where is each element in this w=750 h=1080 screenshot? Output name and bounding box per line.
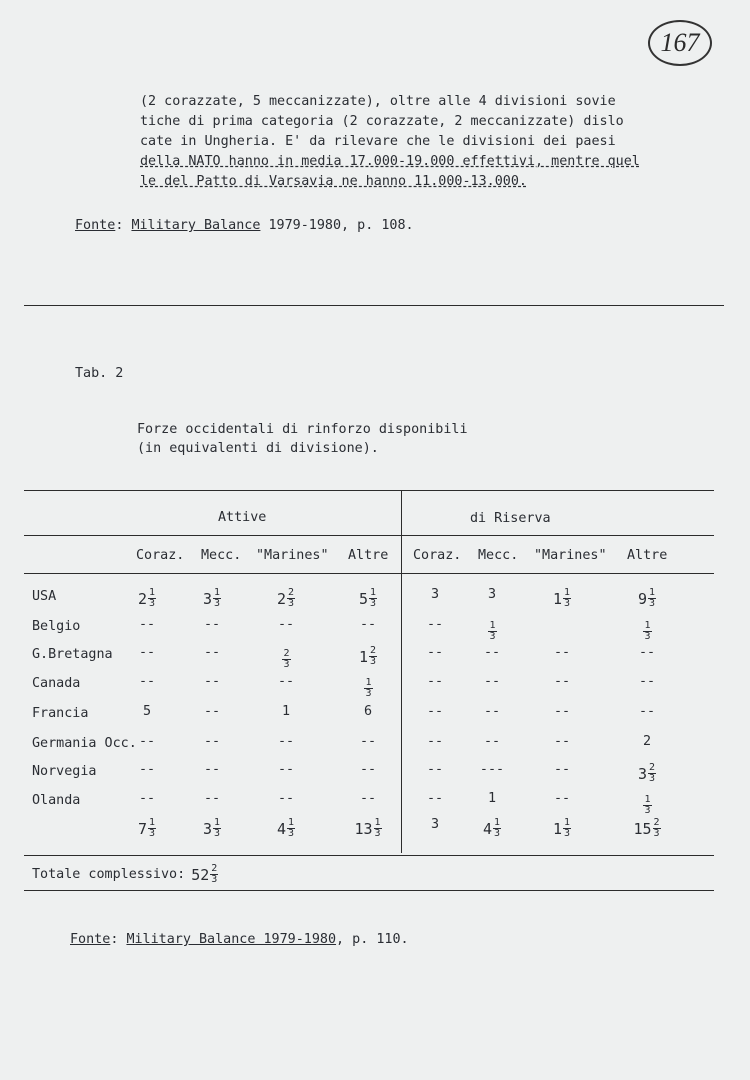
paragraph-line: della NATO hanno in media 17.000-19.000 effettivi, mentre quel (140, 154, 640, 169)
row-label: Norvegia (32, 764, 97, 779)
table-cell: 1 2 3 (358, 645, 377, 667)
table-cell: 1 (487, 791, 497, 806)
subtotal-cell: 4 1 3 (482, 817, 501, 839)
table-cell: 2 3 (283, 648, 290, 670)
subtotal-cell: 13 1 3 (354, 817, 381, 839)
table-cell: -- (638, 645, 656, 660)
table-cell: -- (359, 617, 377, 632)
subtotal-cell: 7 1 3 (137, 817, 156, 839)
table-cell: -- (553, 734, 571, 749)
source-note: Fonte: Military Balance 1979-1980, p. 110. (70, 932, 409, 947)
table-cell: -- (138, 791, 156, 806)
source-label: Fonte (70, 932, 111, 947)
table-cell: 2 (642, 734, 652, 749)
col-header: Coraz. (136, 548, 185, 563)
table-cell: -- (138, 734, 156, 749)
row-label: Belgio (32, 619, 81, 634)
paragraph-line: tiche di prima categoria (2 corazzate, 2 meccanizzate) dislo (140, 114, 624, 129)
subtotal-cell: 4 1 3 (276, 817, 295, 839)
table-cell: -- (277, 734, 295, 749)
source-title: Military Balance 1979-1980 (126, 932, 337, 947)
col-header: Mecc. (478, 548, 519, 563)
table-cell: -- (138, 617, 156, 632)
table-cell: 3 (430, 587, 440, 602)
table-cell: 1 3 (365, 677, 372, 699)
table-cell: 6 (363, 704, 373, 719)
table-cell: -- (359, 762, 377, 777)
row-label: Olanda (32, 793, 81, 808)
table-column-divider (401, 490, 402, 853)
paragraph-line: (2 corazzate, 5 meccanizzate), oltre alle 4 divisioni sovie (140, 94, 616, 109)
paragraph-line: cate in Ungheria. E' da rilevare che le divisioni dei paesi (140, 134, 616, 149)
grand-total (32, 864, 218, 885)
source-detail: 1979-1980, p. 108. (260, 218, 414, 233)
table-cell: -- (359, 791, 377, 806)
col-header: "Marines" (534, 548, 607, 563)
group-header-riserva: di Riserva (470, 511, 551, 526)
table-cell: -- (203, 734, 221, 749)
group-header-attive: Attive (218, 510, 267, 525)
section-divider (24, 305, 724, 306)
table-cell: -- (203, 674, 221, 689)
table-cell: 5 1 3 (358, 587, 377, 609)
col-header: "Marines" (256, 548, 329, 563)
row-label: Canada (32, 676, 81, 691)
table-cell: 2 1 3 (137, 587, 156, 609)
col-header: Coraz. (413, 548, 462, 563)
col-header: Altre (627, 548, 668, 563)
row-label: Francia (32, 706, 89, 721)
intro-paragraph (140, 92, 715, 192)
table-cell: -- (203, 645, 221, 660)
table-cell: -- (426, 734, 444, 749)
col-header: Mecc. (201, 548, 242, 563)
table-cell: -- (483, 674, 501, 689)
source-title: Military Balance (131, 218, 261, 233)
subtotal-cell: 3 (430, 817, 440, 832)
table-cell: -- (138, 645, 156, 660)
table-cell: -- (277, 617, 295, 632)
table-cell: 2 2 3 (276, 587, 295, 609)
table-cell: -- (426, 617, 444, 632)
table-cell: -- (203, 617, 221, 632)
source-label: Fonte (75, 218, 116, 233)
table-cell: -- (638, 674, 656, 689)
table-cell: -- (203, 791, 221, 806)
table-cell: -- (553, 762, 571, 777)
table-cell: 9 1 3 (637, 587, 656, 609)
table-caption (137, 420, 468, 458)
row-label: USA (32, 589, 57, 604)
table-cell: -- (426, 762, 444, 777)
subtotal-cell: 15 2 3 (633, 817, 660, 839)
table-cell: -- (553, 645, 571, 660)
table-cell: 1 3 (644, 620, 651, 642)
table-cell: -- (277, 674, 295, 689)
total-label: Totale complessivo: (32, 867, 186, 882)
group-header-rule (24, 535, 714, 536)
table-cell: -- (553, 674, 571, 689)
table-cell: -- (638, 704, 656, 719)
table-cell: 1 1 3 (552, 587, 571, 609)
table-cell: -- (138, 674, 156, 689)
table-cell: -- (277, 762, 295, 777)
table-cell: -- (553, 791, 571, 806)
subtotal-cell: 1 1 3 (552, 817, 571, 839)
table-cell: -- (483, 734, 501, 749)
row-label: Germania Occ. (32, 736, 137, 751)
table-cell: 3 2 3 (637, 762, 656, 784)
total-value: 52 2 3 (191, 863, 218, 885)
row-label: G.Bretagna (32, 647, 113, 662)
table-cell: -- (553, 704, 571, 719)
table-cell: -- (426, 791, 444, 806)
table-cell: -- (483, 645, 501, 660)
table-cell: -- (203, 762, 221, 777)
table-top-rule (24, 490, 714, 491)
paragraph-line: le del Patto di Varsavia ne hanno 11.000-13.000. (140, 174, 527, 189)
source-detail: , p. 110. (336, 932, 409, 947)
table-cell: -- (426, 645, 444, 660)
table-cell: -- (203, 704, 221, 719)
subtotal-cell: 3 1 3 (202, 817, 221, 839)
table-cell: 1 3 (644, 794, 651, 816)
table-cell: 3 (487, 587, 497, 602)
header-bottom-rule (24, 573, 714, 574)
table-label: Tab. 2 (75, 366, 124, 381)
table-cell: 3 1 3 (202, 587, 221, 609)
table-cell: 1 (281, 704, 291, 719)
table-cell: -- (483, 704, 501, 719)
source-note: Fonte: Military Balance 1979-1980, p. 108. (75, 218, 414, 233)
table-cell: -- (359, 734, 377, 749)
table-cell: -- (277, 791, 295, 806)
table-bottom-rule (24, 855, 714, 856)
table-cell: -- (426, 674, 444, 689)
table-end-rule (24, 890, 714, 891)
caption-line: (in equivalenti di divisione). (137, 441, 379, 456)
table-cell: 5 (142, 704, 152, 719)
table-cell: 1 3 (489, 620, 496, 642)
col-header: Altre (348, 548, 389, 563)
table-cell: -- (138, 762, 156, 777)
page-number-stamp: 167 (648, 20, 712, 66)
caption-line: Forze occidentali di rinforzo disponibili (137, 422, 468, 437)
table-cell: --- (479, 762, 505, 777)
table-cell: -- (426, 704, 444, 719)
